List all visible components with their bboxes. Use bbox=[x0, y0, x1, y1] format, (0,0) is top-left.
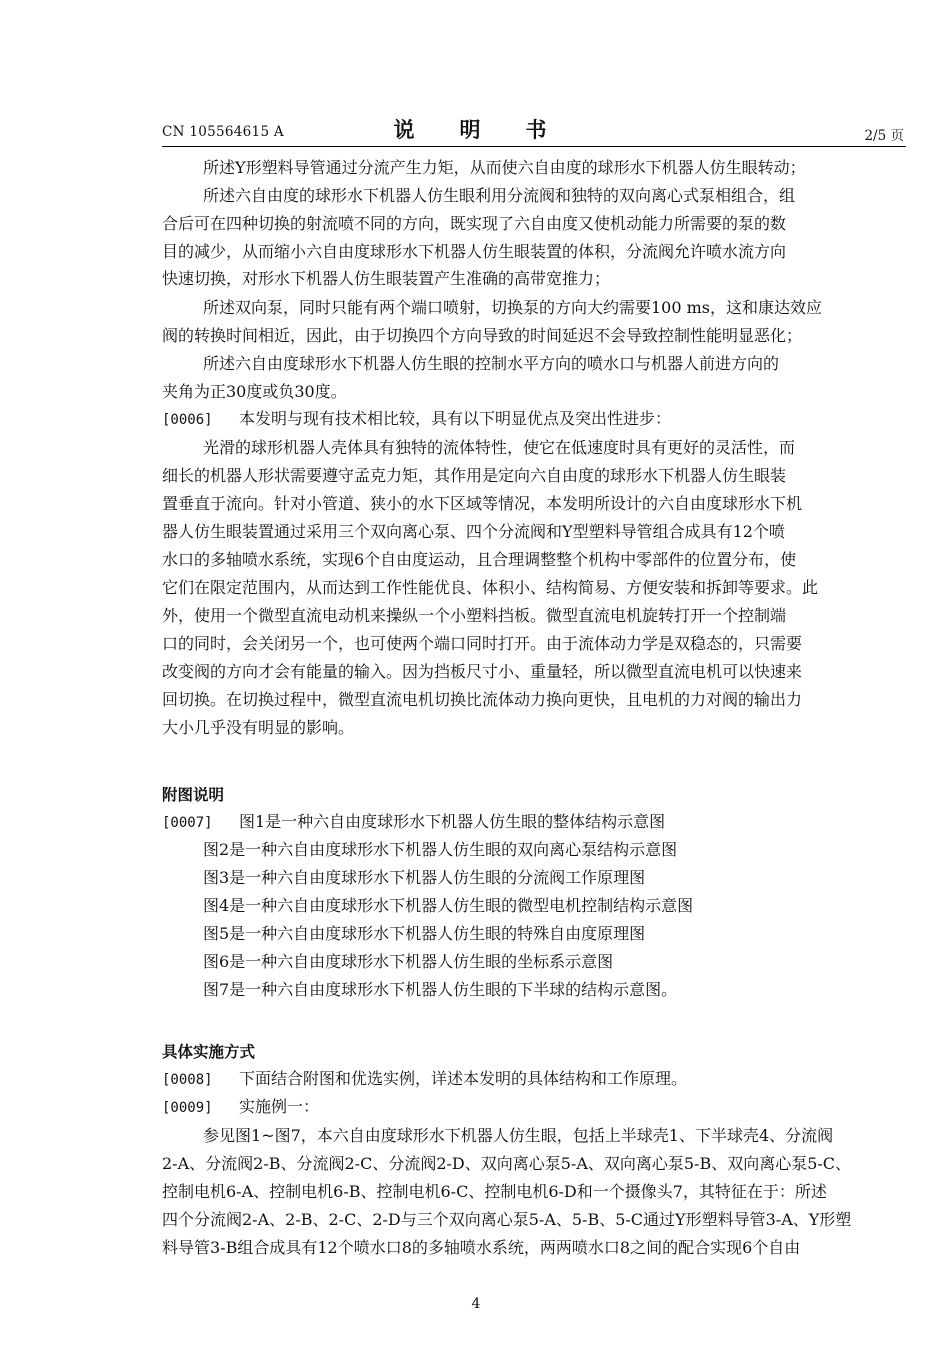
body-line: 外，使用一个微型直流电动机来操纵一个小塑料挡板。微型直流电机旋转打开一个控制端 bbox=[162, 606, 787, 625]
body-line: 所述六自由度的球形水下机器人仿生眼利用分流阀和独特的双向离心式泵相组合，组 bbox=[203, 186, 796, 205]
body-line: 水口的多轴喷水系统，实现6个自由度运动，且合理调整整个机构中零部件的位置分布，使 bbox=[162, 550, 797, 569]
paragraph-0009 bbox=[162, 1097, 907, 1118]
figure-caption: 图5是一种六自由度球形水下机器人仿生眼的特殊自由度原理图 bbox=[203, 924, 646, 943]
figure-caption: 图7是一种六自由度球形水下机器人仿生眼的下半球的结构示意图。 bbox=[203, 980, 678, 999]
body-line: 参见图1~图7，本六自由度球形水下机器人仿生眼，包括上半球壳1、下半球壳4、分流阀 bbox=[203, 1126, 834, 1145]
figure-caption: 图4是一种六自由度球形水下机器人仿生眼的微型电机控制结构示意图 bbox=[203, 896, 694, 915]
paragraph-number: [0008] bbox=[162, 1072, 213, 1088]
paragraph-0006 bbox=[162, 409, 907, 430]
body-line: 器人仿生眼装置通过采用三个双向离心泵、四个分流阀和Y型塑料导管组合成具有12个喷 bbox=[162, 522, 785, 541]
figure-caption: 图1是一种六自由度球形水下机器人仿生眼的整体结构示意图 bbox=[239, 812, 666, 831]
page-number: 4 bbox=[471, 1296, 481, 1312]
paragraph-0007 bbox=[162, 812, 907, 833]
body-line: 四个分流阀2-A、2-B、2-C、2-D与三个双向离心泵5-A、5-B、5-C通过Y形塑料导管3-A、Y形塑 bbox=[162, 1210, 852, 1229]
body-line: 光滑的球形机器人壳体具有独特的流体特性，使它在低速度时具有更好的灵活性，而 bbox=[203, 438, 796, 457]
paragraph-number: [0009] bbox=[162, 1100, 213, 1116]
page-indicator: 2/5 页 bbox=[864, 128, 904, 144]
body-line: 控制电机6-A、控制电机6-B、控制电机6-C、控制电机6-D和一个摄像头7，其特征在于：所述 bbox=[162, 1182, 827, 1201]
figure-caption: 图2是一种六自由度球形水下机器人仿生眼的双向离心泵结构示意图 bbox=[203, 840, 678, 859]
body-line: 回切换。在切换过程中，微型直流电机切换比流体动力换向更快，且电机的力对阀的输出力 bbox=[162, 690, 803, 709]
body-line: 合后可在四种切换的射流喷不同的方向，既实现了六自由度又使机动能力所需要的泵的数 bbox=[162, 214, 787, 233]
paragraph-text: 本发明与现有技术相比较，具有以下明显优点及突出性进步： bbox=[239, 409, 672, 428]
body-line: 2-A、分流阀2-B、分流阀2-C、分流阀2-D、双向离心泵5-A、双向离心泵5-B、双向离心泵5-C、 bbox=[162, 1154, 852, 1173]
paragraph-text: 实施例一： bbox=[239, 1097, 320, 1116]
header-divider bbox=[162, 146, 906, 147]
body-line: 夹角为正30度或负30度。 bbox=[162, 382, 347, 401]
body-line: 置垂直于流向。针对小管道、狭小的水下区域等情况，本发明所设计的六自由度球形水下机 bbox=[162, 494, 803, 513]
body-line: 改变阀的方向才会有能量的输入。因为挡板尺寸小、重量轻，所以微型直流电机可以快速来 bbox=[162, 662, 803, 681]
body-line: 口的同时，会关闭另一个，也可使两个端口同时打开。由于流体动力学是双稳态的，只需要 bbox=[162, 634, 803, 653]
paragraph-0008 bbox=[162, 1069, 907, 1090]
section-heading-implementation: 具体实施方式 bbox=[162, 1043, 256, 1061]
body-line: 所述双向泵，同时只能有两个端口喷射，切换泵的方向大约需要100 ms，这和康达效应 bbox=[203, 298, 823, 317]
body-line: 快速切换，对形水下机器人仿生眼装置产生准确的高带宽推力； bbox=[162, 269, 611, 288]
body-line: 大小几乎没有明显的影响。 bbox=[162, 718, 355, 737]
body-line: 所述Y形塑料导管通过分流产生力矩，从而使六自由度的球形水下机器人仿生眼转动； bbox=[203, 158, 806, 177]
figure-caption: 图6是一种六自由度球形水下机器人仿生眼的坐标系示意图 bbox=[203, 952, 614, 971]
page-title: 说 明 书 bbox=[393, 117, 559, 142]
figure-caption: 图3是一种六自由度球形水下机器人仿生眼的分流阀工作原理图 bbox=[203, 868, 646, 887]
body-line: 细长的机器人形状需要遵守孟克力矩，其作用是定向六自由度的球形水下机器人仿生眼装 bbox=[162, 466, 787, 485]
paragraph-number: [0006] bbox=[162, 412, 213, 428]
body-line: 阀的转换时间相近，因此，由于切换四个方向导致的时间延迟不会导致控制性能明显恶化； bbox=[162, 326, 803, 345]
section-heading-figures: 附图说明 bbox=[162, 786, 225, 804]
body-line: 所述六自由度球形水下机器人仿生眼的控制水平方向的喷水口与机器人前进方向的 bbox=[203, 354, 780, 373]
paragraph-text: 下面结合附图和优选实例，详述本发明的具体结构和工作原理。 bbox=[239, 1069, 688, 1088]
document-number: CN 105564615 A bbox=[162, 124, 284, 140]
body-line: 料导管3-B组合成具有12个喷水口8的多轴喷水系统，两两喷水口8之间的配合实现6个自由 bbox=[162, 1238, 801, 1257]
body-line: 目的减少，从而缩小六自由度球形水下机器人仿生眼装置的体积，分流阀允许喷水流方向 bbox=[162, 242, 787, 261]
paragraph-number: [0007] bbox=[162, 815, 213, 831]
body-line: 它们在限定范围内，从而达到工作性能优良、体积小、结构简易、方便安装和拆卸等要求。此 bbox=[162, 578, 819, 597]
